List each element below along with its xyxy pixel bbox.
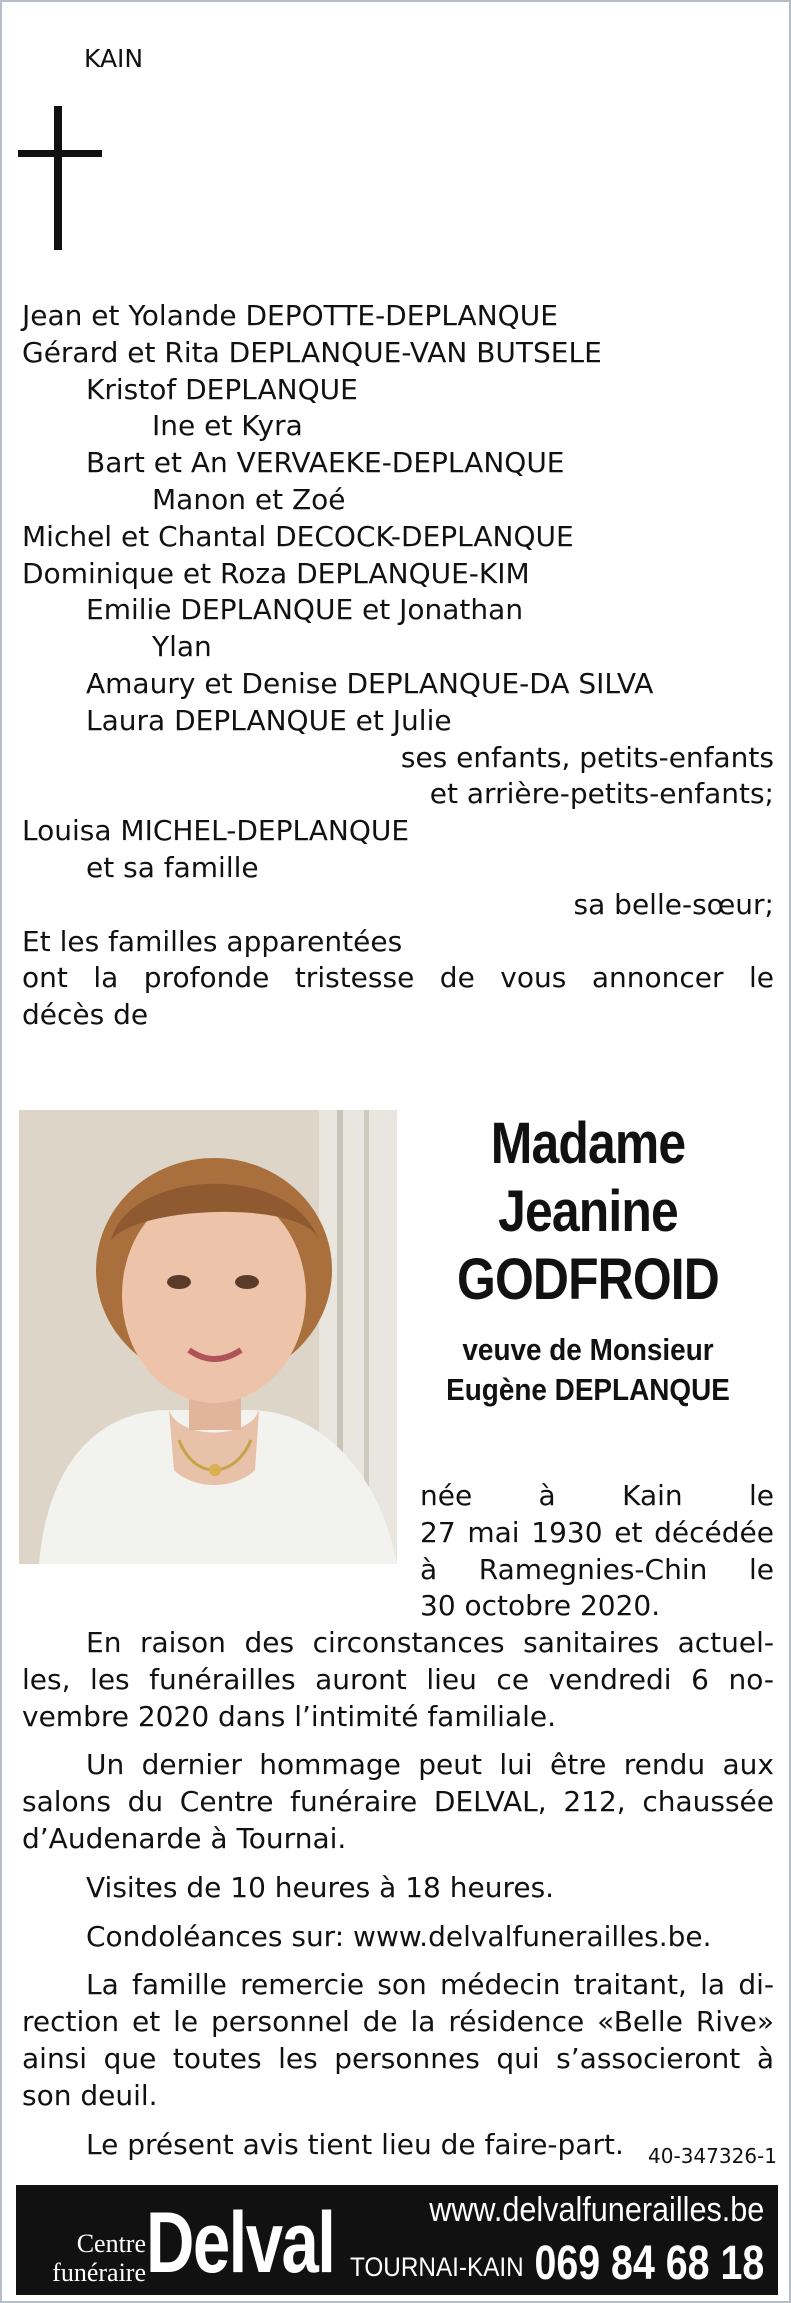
brand-logo: Delval xyxy=(146,2195,335,2291)
website-link[interactable]: www.delvalfunerailles.be xyxy=(428,2191,764,2229)
cross-icon xyxy=(18,106,102,250)
funeral-paragraph: En raison des circonstances sanitaires actuel- les, les funérailles auront lieu ce vendredi 6 no- vembre 2020 dans l’intimité familiale. xyxy=(22,1626,774,1733)
family-line: Gérard et Rita DEPLANQUE-VAN BUTSELE xyxy=(22,335,602,369)
city-label: KAIN xyxy=(84,44,144,73)
birth-line: à Ramegnies-Chin le xyxy=(420,1552,774,1586)
family-line: sa belle-sœur; xyxy=(573,887,774,921)
location-label: TOURNAI-KAIN xyxy=(350,2252,524,2282)
family-list xyxy=(22,298,774,1034)
family-line: Ine et Kyra xyxy=(152,409,303,443)
family-line: Manon et Zoé xyxy=(152,482,346,516)
centre-funeraire-label xyxy=(22,2229,146,2287)
thanks-paragraph: La famille remercie son médecin traitant, la di- rection et le personnel de la résidence «Belle Rive» ainsi que toutes les personnes qui s’associeront à son deuil. xyxy=(22,1968,774,2112)
portrait-photo xyxy=(19,1110,397,1564)
family-line: Bart et An VERVAEKE-DEPLANQUE xyxy=(86,446,565,480)
centre-label: Centre xyxy=(76,2229,146,2258)
birth-line: née à Kain le xyxy=(420,1479,774,1512)
birth-line: 27 mai 1930 et décédée xyxy=(420,1515,774,1549)
family-line: Dominique et Roza DEPLANQUE-KIM xyxy=(22,556,530,590)
family-line: et arrière-petits-enfants; xyxy=(429,777,774,811)
visits-paragraph: Visites de 10 heures à 18 heures. xyxy=(86,1870,555,1904)
family-line: Kristof DEPLANQUE xyxy=(86,372,358,406)
funeraire-label: funéraire xyxy=(52,2258,146,2287)
deceased-first-name: Jeanine xyxy=(498,1179,678,1244)
family-line: ses enfants, petits-enfants xyxy=(400,740,774,774)
condolences-paragraph: Condoléances sur: www.delvalfunerailles.be. xyxy=(86,1919,712,1953)
family-line: Ylan xyxy=(152,630,212,664)
notice-body xyxy=(22,1625,774,2175)
family-line: et sa famille xyxy=(86,850,259,884)
announcement-paragraph: Le présent avis tient lieu de faire-part. xyxy=(86,2127,624,2161)
family-line: Michel et Chantal DECOCK-DEPLANQUE xyxy=(22,519,574,553)
deceased-last-name: GODFROID xyxy=(457,1247,719,1312)
family-line: Emilie DEPLANQUE et Jonathan xyxy=(86,593,524,627)
tribute-paragraph: Un dernier hommage peut lui être rendu aux salons du Centre funéraire DELVAL, 212, chaussée d’Audenarde à Tournai. xyxy=(22,1748,774,1855)
widow-line-2: Eugène DEPLANQUE xyxy=(446,1372,730,1407)
deceased-name-block xyxy=(402,1110,774,1410)
family-line: Amaury et Denise DEPLANQUE-DA SILVA xyxy=(86,666,654,700)
family-line: décès de xyxy=(22,998,149,1032)
reference-number: 40-347326-1 xyxy=(648,2144,777,2168)
family-line: Laura DEPLANQUE et Julie xyxy=(86,703,452,737)
birth-line: 30 octobre 2020. xyxy=(420,1589,661,1623)
family-line: Et les familles apparentées xyxy=(22,924,403,958)
widow-line-1: veuve de Monsieur xyxy=(462,1332,714,1367)
family-line: ont la profonde tristesse de vous annoncer le xyxy=(22,961,774,995)
birth-death-info xyxy=(420,1478,774,1625)
family-line: Jean et Yolande DEPOTTE-DEPLANQUE xyxy=(22,299,558,332)
phone-number[interactable]: 069 84 68 18 xyxy=(534,2237,764,2290)
family-line: Louisa MICHEL-DEPLANQUE xyxy=(22,814,410,848)
funeral-home-banner xyxy=(16,2185,778,2295)
deceased-title: Madame xyxy=(490,1111,686,1176)
